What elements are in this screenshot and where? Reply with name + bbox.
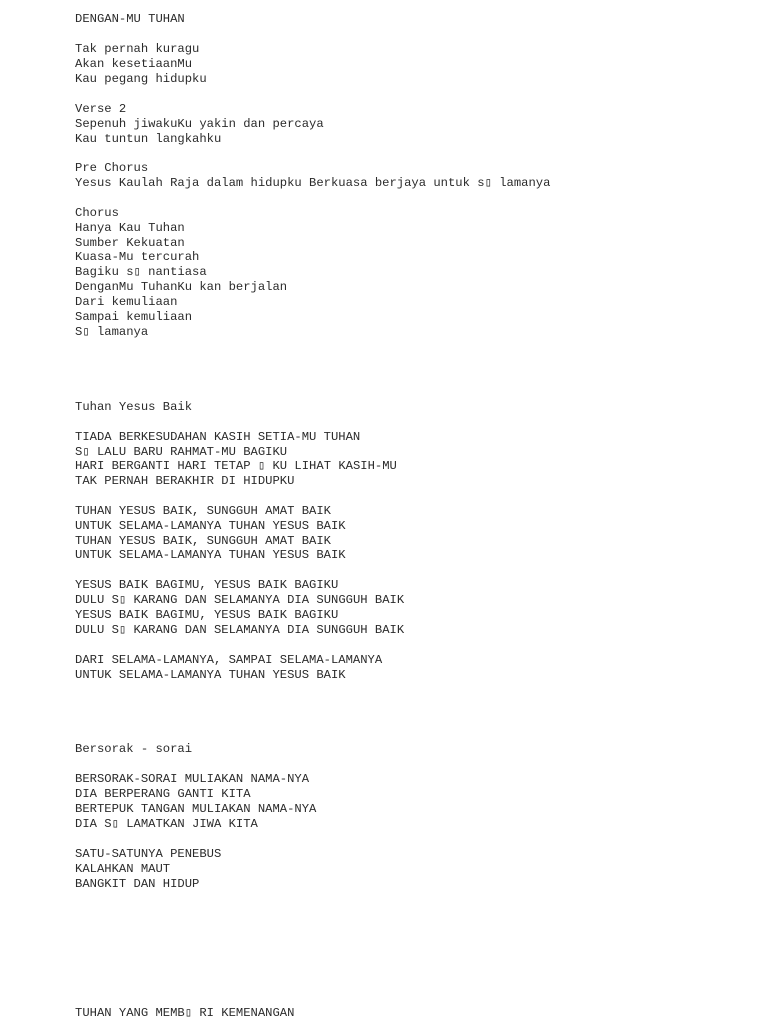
lyric-line: Bagiku s▯ nantiasa — [75, 265, 207, 279]
lyric-line: UNTUK SELAMA-LAMANYA TUHAN YESUS BAIK — [75, 668, 346, 682]
song-title-bersorak-sorai: Bersorak - sorai — [75, 742, 193, 756]
lyric-line: Yesus Kaulah Raja dalam hidupku Berkuasa berjaya untuk s▯ lamanya — [75, 176, 551, 190]
lyric-line: S▯ lamanya — [75, 325, 149, 339]
section-label-verse-2: Verse 2 — [75, 102, 127, 116]
lyric-line: HARI BERGANTI HARI TETAP ▯ KU LIHAT KASIH-MU — [75, 459, 397, 473]
lyric-line: KALAHKAN MAUT — [75, 862, 171, 876]
song-title-dengan-mu-tuhan: DENGAN-MU TUHAN — [75, 12, 185, 26]
lyric-line: DULU S▯ KARANG DAN SELAMANYA DIA SUNGGUH BAIK — [75, 623, 405, 637]
lyric-line: DIA S▯ LAMATKAN JIWA KITA — [75, 817, 258, 831]
lyric-line: Sampai kemuliaan — [75, 310, 193, 324]
lyric-line: SATU-SATUNYA PENEBUS — [75, 847, 222, 861]
lyric-line: TAK PERNAH BERAKHIR DI HIDUPKU — [75, 474, 295, 488]
section-label-pre-chorus: Pre Chorus — [75, 161, 149, 175]
lyric-line: Kau tuntun langkahku — [75, 132, 222, 146]
lyric-line: YESUS BAIK BAGIMU, YESUS BAIK BAGIKU — [75, 608, 339, 622]
lyric-line: DARI SELAMA-LAMANYA, SAMPAI SELAMA-LAMANYA — [75, 653, 383, 667]
lyric-line: Hanya Kau Tuhan — [75, 221, 185, 235]
lyric-line: UNTUK SELAMA-LAMANYA TUHAN YESUS BAIK — [75, 548, 346, 562]
lyric-line: Sepenuh jiwakuKu yakin dan percaya — [75, 117, 324, 131]
song-title-tuhan-yesus-baik: Tuhan Yesus Baik — [75, 400, 193, 414]
lyric-line: DULU S▯ KARANG DAN SELAMANYA DIA SUNGGUH BAIK — [75, 593, 405, 607]
lyric-line: UNTUK SELAMA-LAMANYA TUHAN YESUS BAIK — [75, 519, 346, 533]
lyric-line: Kau pegang hidupku — [75, 72, 207, 86]
section-label-chorus: Chorus — [75, 206, 119, 220]
lyric-line: BANGKIT DAN HIDUP — [75, 877, 200, 891]
lyric-line: BERSORAK-SORAI MULIAKAN NAMA-NYA — [75, 772, 310, 786]
song-title-tuhan-yang-memberi-kemenangan: TUHAN YANG MEMB▯ RI KEMENANGAN — [75, 1006, 295, 1020]
lyric-line: Dari kemuliaan — [75, 295, 178, 309]
lyric-line: DenganMu TuhanKu kan berjalan — [75, 280, 288, 294]
lyric-line: TUHAN YESUS BAIK, SUNGGUH AMAT BAIK — [75, 534, 331, 548]
lyric-line: DIA BERPERANG GANTI KITA — [75, 787, 251, 801]
lyric-line: Tak pernah kuragu — [75, 42, 200, 56]
lyric-line: Kuasa-Mu tercurah — [75, 250, 200, 264]
lyric-line: S▯ LALU BARU RAHMAT-MU BAGIKU — [75, 445, 288, 459]
lyric-line: TUHAN YESUS BAIK, SUNGGUH AMAT BAIK — [75, 504, 331, 518]
lyric-line: BERTEPUK TANGAN MULIAKAN NAMA-NYA — [75, 802, 317, 816]
lyric-line: TIADA BERKESUDAHAN KASIH SETIA-MU TUHAN — [75, 430, 361, 444]
lyric-line: Sumber Kekuatan — [75, 236, 185, 250]
lyric-line: YESUS BAIK BAGIMU, YESUS BAIK BAGIKU — [75, 578, 339, 592]
lyric-line: Akan kesetiaanMu — [75, 57, 193, 71]
